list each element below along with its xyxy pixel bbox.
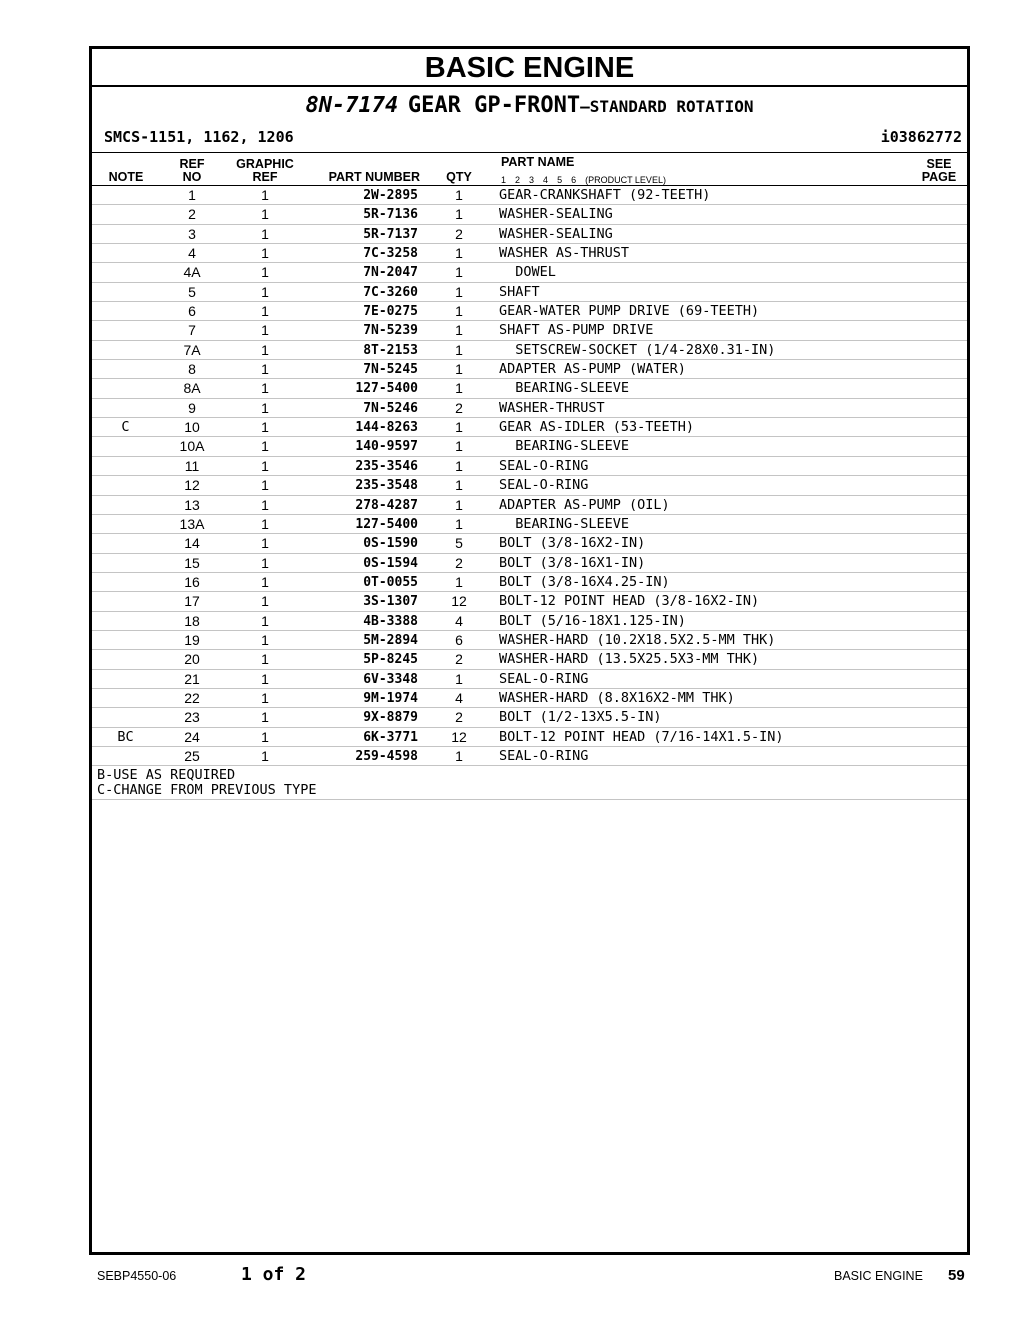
- part-number-cell: 7N-5245: [363, 362, 418, 378]
- note-cell: [92, 341, 159, 359]
- qty-cell: 1: [455, 419, 463, 436]
- table-row: [92, 225, 967, 244]
- graphic-ref-cell: 1: [261, 709, 269, 726]
- smcs-codes: SMCS-1151, 1162, 1206: [104, 128, 294, 146]
- part-number-cell: 7N-5246: [363, 400, 418, 416]
- part-name-cell: WASHER-THRUST: [499, 399, 605, 416]
- table-row: [92, 341, 967, 360]
- table-row: [92, 515, 967, 534]
- ref-no-cell: 25: [184, 747, 200, 764]
- note-cell: [92, 360, 159, 378]
- part-name-cell: BOLT (3/8-16X4.25-IN): [499, 573, 670, 590]
- qty-cell: 1: [455, 747, 463, 764]
- ref-no-cell: 14: [184, 535, 200, 552]
- qty-cell: 1: [455, 341, 463, 358]
- graphic-ref-cell: 1: [261, 438, 269, 455]
- table-row: [92, 244, 967, 263]
- graphic-ref-cell: 1: [261, 515, 269, 532]
- table-row: [92, 418, 967, 437]
- qty-cell: 1: [455, 380, 463, 397]
- col-header-part-name: PART NAME: [501, 155, 575, 169]
- qty-cell: 6: [455, 631, 463, 648]
- ref-no-cell: 4A: [183, 264, 201, 281]
- part-number-cell: 9M-1974: [363, 690, 418, 706]
- note-line: C-CHANGE FROM PREVIOUS TYPE: [97, 782, 317, 799]
- part-name-cell: SEAL-O-RING: [499, 747, 589, 764]
- qty-cell: 1: [455, 206, 463, 223]
- part-name-cell: GEAR-CRANKSHAFT (92-TEETH): [499, 187, 711, 203]
- note-cell: [92, 437, 159, 455]
- part-number-cell: 8T-2153: [363, 342, 418, 358]
- note-cell: [92, 708, 159, 726]
- graphic-ref-cell: 1: [261, 554, 269, 571]
- part-name-cell: WASHER AS-THRUST: [499, 245, 630, 262]
- part-name-cell: BEARING-SLEEVE: [499, 438, 630, 455]
- part-number-cell: 278-4287: [355, 497, 418, 513]
- qty-cell: 2: [455, 709, 463, 726]
- note-cell: [92, 399, 159, 417]
- qty-cell: 2: [455, 225, 463, 242]
- table-row: [92, 592, 967, 611]
- note-cell: [92, 496, 159, 514]
- qty-cell: 12: [451, 728, 467, 745]
- note-cell: [92, 321, 159, 339]
- qty-cell: 1: [455, 670, 463, 687]
- part-name-cell: BOLT (1/2-13X5.5-IN): [499, 709, 662, 726]
- graphic-ref-cell: 1: [261, 245, 269, 262]
- product-level-label: (PRODUCT LEVEL): [585, 175, 666, 185]
- qty-cell: 1: [455, 361, 463, 378]
- ref-no-cell: 10A: [179, 438, 205, 455]
- part-number-cell: 6K-3771: [363, 729, 418, 745]
- part-name-cell: SETSCREW-SOCKET (1/4-28X0.31-IN): [499, 341, 776, 358]
- qty-cell: 1: [455, 496, 463, 513]
- level-1: 1: [501, 175, 507, 185]
- qty-cell: 1: [455, 303, 463, 320]
- level-3: 3: [529, 175, 535, 185]
- table-row: [92, 728, 967, 747]
- table-row: [92, 399, 967, 418]
- part-number-cell: 235-3548: [355, 478, 418, 494]
- col-header-ref-no-line1: REF: [179, 157, 205, 171]
- part-number-cell: 6V-3348: [363, 671, 418, 687]
- col-header-graphic-ref-line2: REF: [252, 170, 278, 184]
- table-row: [92, 379, 967, 398]
- part-name-cell: BEARING-SLEEVE: [499, 380, 630, 397]
- note-cell: [92, 612, 159, 630]
- note-cell: [92, 379, 159, 397]
- qty-cell: 2: [455, 651, 463, 668]
- table-row: [92, 457, 967, 476]
- ref-no-cell: 11: [184, 457, 200, 474]
- graphic-ref-cell: 1: [261, 206, 269, 223]
- col-header-ref-no-line2: NO: [182, 170, 202, 184]
- ref-no-cell: 23: [184, 709, 200, 726]
- col-header-graphic-ref-line1: GRAPHIC: [236, 157, 294, 171]
- part-name-cell: WASHER-HARD (13.5X25.5X3-MM THK): [499, 651, 760, 668]
- note-cell: [92, 225, 159, 243]
- note-cell: C: [121, 419, 130, 436]
- part-number-cell: 5R-7137: [363, 226, 418, 242]
- graphic-ref-cell: 1: [261, 380, 269, 397]
- note-cell: [92, 534, 159, 552]
- part-name-cell: GEAR-WATER PUMP DRIVE (69-TEETH): [499, 303, 760, 320]
- note-cell: [92, 283, 159, 301]
- graphic-ref-cell: 1: [261, 573, 269, 590]
- part-name-cell: WASHER-HARD (8.8X16X2-MM THK): [499, 689, 735, 706]
- graphic-ref-cell: 1: [261, 303, 269, 320]
- part-name-cell: BEARING-SLEEVE: [499, 515, 630, 532]
- part-number-cell: 5P-8245: [363, 652, 418, 668]
- ref-no-cell: 13: [184, 496, 200, 513]
- graphic-ref-cell: 1: [261, 187, 269, 203]
- table-row: [92, 612, 967, 631]
- qty-cell: 1: [455, 457, 463, 474]
- note-cell: [92, 747, 159, 765]
- part-name-cell: DOWEL: [499, 264, 556, 281]
- ref-no-cell: 8: [188, 361, 196, 378]
- qty-cell: 1: [455, 245, 463, 262]
- part-number-cell: 7C-3258: [363, 246, 418, 262]
- col-header-graphic-ref: [229, 158, 301, 184]
- group-subtitle: STANDARD ROTATION: [589, 97, 754, 116]
- ref-no-cell: 2: [188, 206, 196, 223]
- qty-cell: 4: [455, 689, 463, 706]
- note-cell: [92, 554, 159, 572]
- table-row: [92, 631, 967, 650]
- part-name-cell: SEAL-O-RING: [499, 457, 589, 474]
- footer-document-number: SEBP4550-06: [97, 1269, 177, 1283]
- graphic-ref-cell: 1: [261, 322, 269, 339]
- col-header-see-page-line1: SEE: [926, 157, 952, 171]
- table-row: [92, 205, 967, 224]
- ref-no-cell: 3: [188, 225, 196, 242]
- graphic-ref-cell: 1: [261, 728, 269, 745]
- qty-cell: 5: [455, 535, 463, 552]
- part-number-cell: 235-3546: [355, 458, 418, 474]
- graphic-ref-cell: 1: [261, 747, 269, 764]
- part-name-cell: WASHER-SEALING: [499, 206, 613, 223]
- part-number-cell: 5R-7136: [363, 207, 418, 223]
- part-name-cell: SEAL-O-RING: [499, 477, 589, 494]
- note-cell: [92, 515, 159, 533]
- col-header-see-page-line2: PAGE: [921, 170, 957, 184]
- part-number-cell: 3S-1307: [363, 594, 418, 610]
- qty-cell: 1: [455, 283, 463, 300]
- table-row: [92, 476, 967, 495]
- group-part-name: GEAR GP-FRONT: [407, 93, 581, 118]
- footer-page-number: 59: [948, 1267, 965, 1284]
- part-name-cell: ADAPTER AS-PUMP (OIL): [499, 496, 670, 513]
- qty-cell: 1: [455, 573, 463, 590]
- col-header-qty: QTY: [446, 170, 472, 184]
- part-number-cell: 9X-8879: [363, 710, 418, 726]
- parts-page-frame: [89, 46, 970, 1255]
- level-4: 4: [543, 175, 549, 185]
- level-2: 2: [515, 175, 521, 185]
- table-row: [92, 321, 967, 340]
- ref-no-cell: 10: [184, 419, 200, 436]
- part-name-cell: SEAL-O-RING: [499, 670, 589, 687]
- graphic-ref-cell: 1: [261, 496, 269, 513]
- section-title: BASIC ENGINE: [92, 49, 967, 87]
- product-levels: [501, 175, 675, 185]
- part-name-cell: BOLT-12 POINT HEAD (3/8-16X2-IN): [499, 593, 760, 610]
- table-row: [92, 534, 967, 553]
- note-cell: [92, 689, 159, 707]
- group-part-number: 8N-7174: [305, 93, 399, 118]
- graphic-ref-cell: 1: [261, 670, 269, 687]
- part-name-cell: WASHER-HARD (10.2X18.5X2.5-MM THK): [499, 631, 776, 648]
- table-row: [92, 302, 967, 321]
- ref-no-cell: 13A: [179, 515, 205, 532]
- illustration-id: i03862772: [880, 128, 962, 146]
- part-number-cell: 7N-2047: [363, 265, 418, 281]
- part-name-cell: BOLT-12 POINT HEAD (7/16-14X1.5-IN): [499, 728, 784, 745]
- note-cell: [92, 670, 159, 688]
- graphic-ref-cell: 1: [261, 631, 269, 648]
- graphic-ref-cell: 1: [261, 225, 269, 242]
- qty-cell: 4: [455, 612, 463, 629]
- part-number-cell: 0S-1594: [363, 555, 418, 571]
- part-name-cell: BOLT (3/8-16X2-IN): [499, 535, 646, 552]
- qty-cell: 1: [455, 515, 463, 532]
- ref-no-cell: 7: [188, 322, 196, 339]
- table-row: [92, 747, 967, 766]
- graphic-ref-cell: 1: [261, 283, 269, 300]
- part-number-cell: 4B-3388: [363, 613, 418, 629]
- level-5: 5: [557, 175, 563, 185]
- ref-no-cell: 8A: [183, 380, 201, 397]
- qty-cell: 1: [455, 477, 463, 494]
- table-row: [92, 650, 967, 669]
- part-number-cell: 144-8263: [355, 420, 418, 436]
- part-number-cell: 0S-1590: [363, 536, 418, 552]
- part-name-cell: SHAFT AS-PUMP DRIVE: [499, 322, 654, 339]
- part-number-cell: 2W-2895: [363, 188, 418, 203]
- table-row: [92, 670, 967, 689]
- part-number-cell: 7N-5239: [363, 323, 418, 339]
- table-row: [92, 437, 967, 456]
- graphic-ref-cell: 1: [261, 264, 269, 281]
- part-name-cell: GEAR AS-IDLER (53-TEETH): [499, 419, 695, 436]
- note-cell: [92, 263, 159, 281]
- qty-cell: 12: [451, 593, 467, 610]
- ref-no-cell: 7A: [183, 341, 201, 358]
- part-group-title: [92, 93, 967, 118]
- ref-no-cell: 1: [188, 187, 196, 203]
- part-number-cell: 5M-2894: [363, 632, 418, 648]
- ref-no-cell: 21: [184, 670, 200, 687]
- col-header-note: NOTE: [108, 170, 144, 184]
- graphic-ref-cell: 1: [261, 341, 269, 358]
- note-cell: [92, 186, 159, 204]
- qty-cell: 1: [455, 322, 463, 339]
- note-cell: [92, 573, 159, 591]
- table-row: [92, 283, 967, 302]
- table-row: [92, 573, 967, 592]
- note-cell: BC: [117, 728, 134, 745]
- ref-no-cell: 5: [188, 283, 196, 300]
- graphic-ref-cell: 1: [261, 477, 269, 494]
- graphic-ref-cell: 1: [261, 399, 269, 416]
- footer-page-of: 1 of 2: [241, 1264, 307, 1285]
- col-header-see-page: [914, 158, 964, 184]
- note-line: B-USE AS REQUIRED: [97, 767, 236, 784]
- table-row: [92, 708, 967, 727]
- part-number-cell: 127-5400: [355, 381, 418, 397]
- note-cell: [92, 631, 159, 649]
- header-top-rule: [92, 152, 967, 153]
- graphic-ref-cell: 1: [261, 457, 269, 474]
- part-name-cell: SHAFT: [499, 283, 540, 300]
- note-cell: [92, 244, 159, 262]
- part-number-cell: 127-5400: [355, 516, 418, 532]
- table-row: [92, 554, 967, 573]
- note-cell: [92, 457, 159, 475]
- part-number-cell: 0T-0055: [363, 574, 418, 590]
- graphic-ref-cell: 1: [261, 535, 269, 552]
- ref-no-cell: 20: [184, 651, 200, 668]
- note-cell: [92, 592, 159, 610]
- ref-no-cell: 12: [184, 477, 200, 494]
- graphic-ref-cell: 1: [261, 593, 269, 610]
- table-row: [92, 360, 967, 379]
- table-row: [92, 689, 967, 708]
- part-number-cell: 259-4598: [355, 748, 418, 764]
- group-dash: —: [580, 97, 590, 116]
- ref-no-cell: 19: [184, 631, 200, 648]
- ref-no-cell: 9: [188, 399, 196, 416]
- ref-no-cell: 6: [188, 303, 196, 320]
- parts-table-body: [92, 186, 967, 800]
- level-6: 6: [571, 175, 577, 185]
- note-cell: [92, 476, 159, 494]
- col-header-ref-no: [174, 158, 210, 184]
- part-name-cell: WASHER-SEALING: [499, 225, 613, 242]
- graphic-ref-cell: 1: [261, 689, 269, 706]
- qty-cell: 2: [455, 554, 463, 571]
- note-cell: [92, 650, 159, 668]
- table-row: [92, 496, 967, 515]
- qty-cell: 2: [455, 399, 463, 416]
- graphic-ref-cell: 1: [261, 651, 269, 668]
- part-number-cell: 7C-3260: [363, 284, 418, 300]
- table-row: [92, 263, 967, 282]
- ref-no-cell: 4: [188, 245, 196, 262]
- part-name-cell: BOLT (3/8-16X1-IN): [499, 554, 646, 571]
- part-name-cell: ADAPTER AS-PUMP (WATER): [499, 361, 686, 378]
- qty-cell: 1: [455, 438, 463, 455]
- ref-no-cell: 18: [184, 612, 200, 629]
- qty-cell: 1: [455, 264, 463, 281]
- part-name-cell: BOLT (5/16-18X1.125-IN): [499, 612, 686, 629]
- note-cell: [92, 302, 159, 320]
- ref-no-cell: 17: [184, 593, 200, 610]
- notes-block: [92, 766, 967, 800]
- ref-no-cell: 22: [184, 689, 200, 706]
- graphic-ref-cell: 1: [261, 361, 269, 378]
- ref-no-cell: 16: [184, 573, 200, 590]
- ref-no-cell: 15: [184, 554, 200, 571]
- part-number-cell: 7E-0275: [363, 304, 418, 320]
- ref-no-cell: 24: [184, 728, 200, 745]
- qty-cell: 1: [455, 187, 463, 203]
- col-header-part-number: PART NUMBER: [328, 170, 420, 184]
- footer-section-name: BASIC ENGINE: [834, 1269, 923, 1283]
- part-number-cell: 140-9597: [355, 439, 418, 455]
- graphic-ref-cell: 1: [261, 612, 269, 629]
- table-row: [92, 186, 967, 205]
- note-cell: [92, 205, 159, 223]
- graphic-ref-cell: 1: [261, 419, 269, 436]
